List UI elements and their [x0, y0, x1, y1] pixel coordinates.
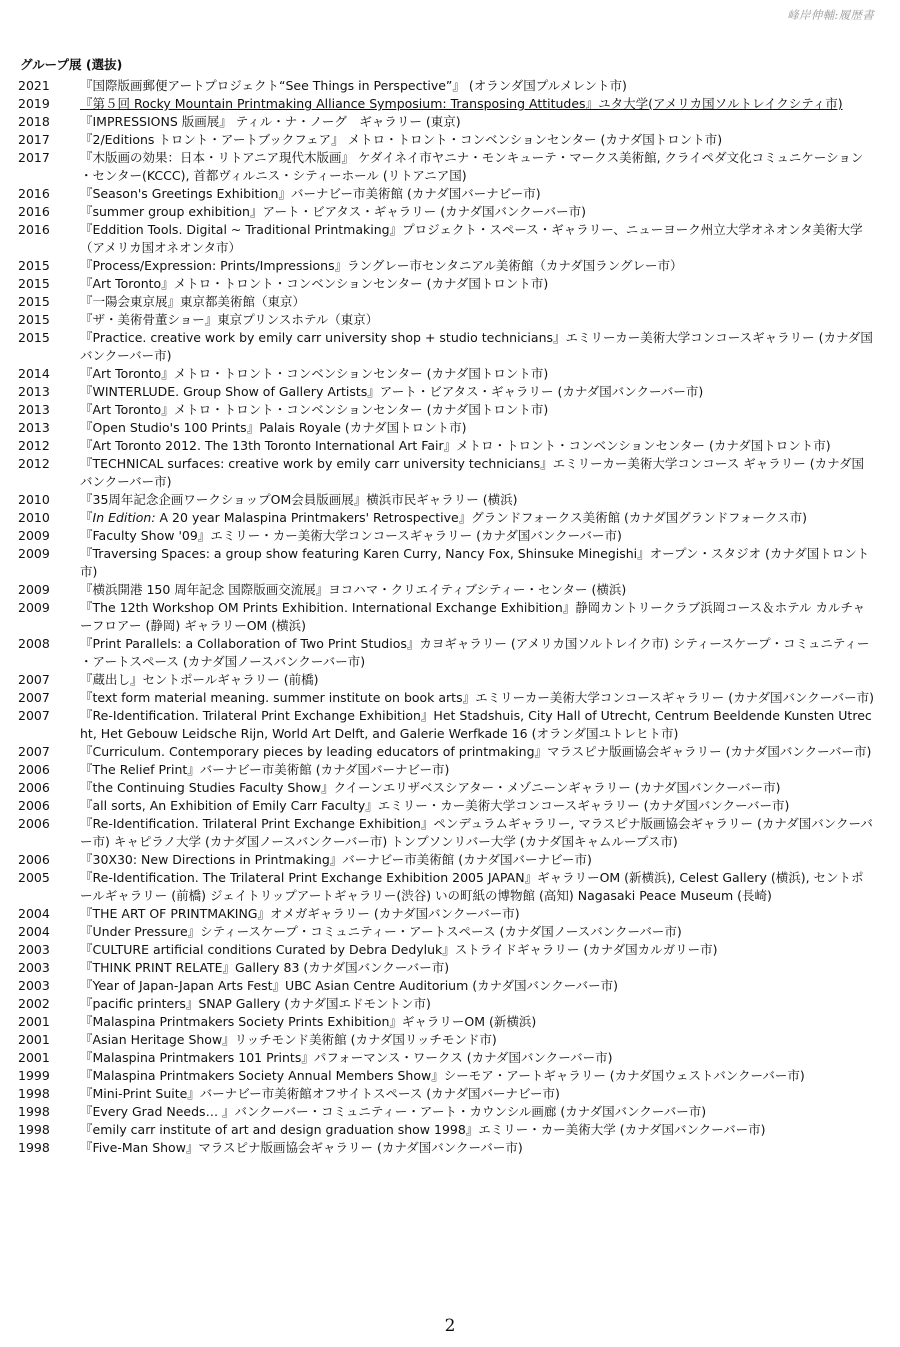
list-item [18, 1049, 874, 1067]
entry-year: 2008 [18, 636, 50, 651]
entry-year: 2015 [18, 276, 50, 291]
entry-year: 2002 [18, 996, 50, 1011]
entry-text: 『Eddition Tools. Digital ~ Traditional Printmaking』プロジェクト・スペース・ギャラリー、ニューヨーク州立大学オネオンタ美術大学（アメリカ国オネオンタ市） [80, 222, 863, 255]
list-item [18, 851, 874, 869]
entry-year: 1999 [18, 1068, 50, 1083]
entry-text: 『Art Toronto』メトロ・トロント・コンベンションセンター (カナダ国トロント市) [80, 366, 549, 381]
list-item [18, 869, 874, 905]
entry-year: 2016 [18, 204, 50, 219]
entry-text: 『Malaspina Printmakers 101 Prints』パフォーマンス・ワークス (カナダ国バンクーバー市) [80, 1050, 613, 1065]
list-item [18, 599, 874, 635]
list-item [18, 905, 874, 923]
entry-year: 2001 [18, 1014, 50, 1029]
entry-text: 『text form material meaning. summer institute on book arts』エミリーカー美術大学コンコースギャラリー (カナダ国バンクーバー市) [80, 690, 874, 705]
entry-year: 2021 [18, 78, 50, 93]
entry-year: 2006 [18, 852, 50, 867]
list-item [18, 707, 874, 743]
list-item [18, 311, 874, 329]
list-item [18, 113, 874, 131]
entry-year: 2009 [18, 528, 50, 543]
entry-year: 2016 [18, 186, 50, 201]
entry-text: 『Practice. creative work by emily carr university shop + studio technicians』エミリーカー美術大学コンコースギャラリー (カナダ国バンクーバー市) [80, 330, 873, 363]
page-number: 2 [444, 1316, 456, 1336]
list-item [18, 365, 874, 383]
list-item [18, 275, 874, 293]
entry-text: 『Art Toronto 2012. The 13th Toronto International Art Fair』メトロ・トロント・コンベンションセンター (カナダ国トロント市) [80, 438, 831, 453]
entry-year: 2015 [18, 258, 50, 273]
entry-year: 2012 [18, 456, 50, 471]
entry-year: 2001 [18, 1050, 50, 1065]
entry-year: 2003 [18, 942, 50, 957]
list-item [18, 329, 874, 365]
entry-year: 2010 [18, 510, 50, 525]
entry-year: 2006 [18, 762, 50, 777]
entry-year: 1998 [18, 1086, 50, 1101]
list-item [18, 257, 874, 275]
entry-text: 『Print Parallels: a Collaboration of Two Print Studios』カヨギャラリー (アメリカ国ソルトレイク市) シティースケープ・コミュニティー・アートスペース (カナダ国ノースバンクーバー市) [80, 636, 870, 669]
entry-text: 『木版画の効果：日本・リトアニア現代木版画』 ケダイネイ市ヤニナ・モンキューテ・マークス美術館, クライペダ文化コミュニケーション・センター(KCCC), 首都ヴィルニス・シティーホール (リトアニア国) [80, 150, 864, 183]
entry-year: 2019 [18, 96, 50, 111]
entry-text: 『The Relief Print』バーナビー市美術館 (カナダ国バーナビー市) [80, 762, 450, 777]
entry-year: 2006 [18, 780, 50, 795]
entry-text: 『35周年記念企画ワークショップOM会員版画展』横浜市民ギャラリー (横浜) [80, 492, 518, 507]
exhibition-list [18, 77, 874, 1157]
entry-text: 『TECHNICAL surfaces: creative work by emily carr university technicians』エミリーカー美術大学コンコース ギャラリー (カナダ国バンクーバー市) [80, 456, 864, 489]
list-item [18, 419, 874, 437]
entry-year: 2007 [18, 708, 50, 723]
list-item [18, 437, 874, 455]
entry-text: 『Traversing Spaces: a group show featuring Karen Curry, Nancy Fox, Shinsuke Minegishi』オープン・スタジオ (カナダ国トロント市) [80, 546, 870, 579]
entry-text: 『ザ・美術骨董ショー』東京プリンスホテル（東京） [80, 312, 379, 327]
entry-year: 2013 [18, 384, 50, 399]
list-item [18, 941, 874, 959]
entry-text: 『WINTERLUDE. Group Show of Gallery Artists』アート・ビアタス・ギャラリー (カナダ国バンクーバー市) [80, 384, 704, 399]
entry-year: 2017 [18, 150, 50, 165]
entry-text: 『Mini-Print Suite』バーナビー市美術館オフサイトスペース (カナダ国バーナビー市) [80, 1086, 560, 1101]
list-item [18, 635, 874, 671]
list-item [18, 1139, 874, 1157]
entry-year: 2007 [18, 744, 50, 759]
list-item [18, 455, 874, 491]
entry-text: 『THINK PRINT RELATE』Gallery 83 (カナダ国バンクーバー市) [80, 960, 450, 975]
entry-text: 『the Continuing Studies Faculty Show』クイーンエリザベスシアター・メゾニーンギャラリー (カナダ国バンクーバー市) [80, 780, 781, 795]
list-item [18, 995, 874, 1013]
list-item [18, 797, 874, 815]
entry-year: 2016 [18, 222, 50, 237]
entry-text: 『summer group exhibition』アート・ビアタス・ギャラリー (カナダ国バンクーバー市) [80, 204, 586, 219]
entry-text: 『Art Toronto』メトロ・トロント・コンベンションセンター (カナダ国トロント市) [80, 276, 549, 291]
entry-text: 『IMPRESSIONS 版画展』 ティル・ナ・ノーグ ギャラリー (東京) [80, 114, 461, 129]
entry-year: 2009 [18, 546, 50, 561]
entry-year: 2009 [18, 582, 50, 597]
list-item [18, 581, 874, 599]
entry-year: 2004 [18, 924, 50, 939]
entry-text: 『一陽会東京展』東京都美術館（東京） [80, 294, 306, 309]
entry-text: 『30X30: New Directions in Printmaking』バーナビー市美術館 (カナダ国バーナビー市) [80, 852, 592, 867]
list-item [18, 1103, 874, 1121]
section-title: グループ展 (選抜) [20, 57, 123, 72]
list-item [18, 203, 874, 221]
entry-year: 2014 [18, 366, 50, 381]
entry-year: 1998 [18, 1122, 50, 1137]
entry-text: 『Under Pressure』シティースケープ・コミュニティー・アートスペース (カナダ国ノースバンクーバー市) [80, 924, 682, 939]
page-header: 峰岸伸輔:履歴書 [787, 8, 874, 22]
list-item [18, 545, 874, 581]
entry-text: 『2/Editions トロント・アートブックフェア』 メトロ・トロント・コンベンションセンター (カナダ国トロント市) [80, 132, 723, 147]
list-item [18, 977, 874, 995]
entry-text: 『Malaspina Printmakers Society Annual Members Show』シーモア・アートギャラリー (カナダ国ウェストバンクーバー市) [80, 1068, 805, 1083]
entry-year: 2013 [18, 420, 50, 435]
entry-text: 『Re-Identification. The Trilateral Print Exchange Exhibition 2005 JAPAN』ギャラリーOM (新横浜), Celest Gallery (横浜), セントポールギャラリー (前橋) ジェイトリップアートギャラリー(渋谷) いの町紙の博物館 (高知) Nagasaki Peace Museum (長崎) [80, 870, 864, 903]
entry-text: 『emily carr institute of art and design graduation show 1998』エミリー・カー美術大学 (カナダ国バンクーバー市) [80, 1122, 766, 1137]
entry-text: 『Season's Greetings Exhibition』バーナビー市美術館 (カナダ国バーナビー市) [80, 186, 541, 201]
entry-text-rest: A 20 year Malaspina Printmakers' Retrospective』グランドフォークス美術館 (カナダ国グランドフォークス市) [155, 510, 808, 525]
list-item [18, 815, 874, 851]
entry-year: 2018 [18, 114, 50, 129]
entry-text: 『pacific printers』SNAP Gallery (カナダ国エドモントン市) [80, 996, 431, 1011]
entry-year: 2015 [18, 312, 50, 327]
list-item [18, 761, 874, 779]
list-item [18, 671, 874, 689]
entry-text: 『蔵出し』セントポールギャラリー (前橋) [80, 672, 319, 687]
entry-text: 『横浜開港 150 周年記念 国際版画交流展』ヨコハマ・クリエイティブシティー・センター (横浜) [80, 582, 627, 597]
entry-text: 『Curriculum. Contemporary pieces by leading educators of printmaking』マラスピナ版画協会ギャラリー (カナダ国バンクーバー市) [80, 744, 872, 759]
entry-text: 『In Edition: A 20 year Malaspina Printmakers' Retrospective』グランドフォークス美術館 (カナダ国グランドフォークス市) [80, 510, 808, 525]
entry-year: 2015 [18, 294, 50, 309]
entry-text: 『The 12th Workshop OM Prints Exhibition. International Exchange Exhibition』静岡カントリークラブ浜岡コース＆ホテル カルチャーフロアー (静岡) ギャラリーOM (横浜) [80, 600, 866, 633]
list-item [18, 1121, 874, 1139]
list-item [18, 743, 874, 761]
list-item [18, 923, 874, 941]
entry-text: 『Re-Identification. Trilateral Print Exchange Exhibition』ペンデュラムギャラリー, マラスピナ版画協会ギャラリー (カナダ国バンクーバー市) キャピラノ大学 (カナダ国ノースバンクーバー市) トンプソンリバー大学 (カナダ国キャムループス市) [80, 816, 873, 849]
entry-year: 2004 [18, 906, 50, 921]
entry-year: 2006 [18, 816, 50, 831]
entry-text: 『Year of Japan-Japan Arts Fest』UBC Asian Centre Auditorium (カナダ国バンクーバー市) [80, 978, 618, 993]
entry-year: 2012 [18, 438, 50, 453]
list-item [18, 401, 874, 419]
entry-text: 『Five-Man Show』マラスピナ版画協会ギャラリー (カナダ国バンクーバー市) [80, 1140, 523, 1155]
entry-text: 『Art Toronto』メトロ・トロント・コンベンションセンター (カナダ国トロント市) [80, 402, 549, 417]
entry-year: 2017 [18, 132, 50, 147]
list-item [18, 1085, 874, 1103]
entry-year: 2007 [18, 690, 50, 705]
entry-text: 『Process/Expression: Prints/Impressions』ラングレー市センタニアル美術館（カナダ国ラングレー市） [80, 258, 683, 273]
entry-year: 2003 [18, 960, 50, 975]
list-item [18, 293, 874, 311]
entry-text: 『Every Grad Needs… 』バンクーバー・コミュニティー・アート・カウンシル画廊 (カナダ国バンクーバー市) [80, 1104, 707, 1119]
list-item [18, 491, 874, 509]
list-item [18, 221, 874, 257]
entry-text: 『Asian Heritage Show』リッチモンド美術館 (カナダ国リッチモンド市) [80, 1032, 497, 1047]
entry-text: 『Open Studio's 100 Prints』Palais Royale (カナダ国トロント市) [80, 420, 467, 435]
list-item [18, 77, 874, 95]
list-item [18, 689, 874, 707]
entry-year: 2007 [18, 672, 50, 687]
entry-year: 2003 [18, 978, 50, 993]
entry-text-italic: In Edition: [92, 510, 156, 525]
list-item [18, 779, 874, 797]
entry-text: 『Malaspina Printmakers Society Prints Exhibition』ギャラリーOM (新横浜) [80, 1014, 537, 1029]
entry-text: 『Re-Identification. Trilateral Print Exchange Exhibition』Het Stadshuis, City Hall of Utrecht, Centrum Beeldende Kunsten Utrecht, Het Gebouw Leidsche Rijn, World Art Delft, and Galerie Werfkade 16 (オランダ国ユトレヒト市) [80, 708, 872, 741]
entry-year: 2013 [18, 402, 50, 417]
entry-year: 2015 [18, 330, 50, 345]
list-item [18, 1013, 874, 1031]
entry-year: 2006 [18, 798, 50, 813]
entry-text: 『国際版画郵便アートプロジェクト“See Things in Perspective”』 (オランダ国プルメレント市) [80, 78, 627, 93]
entry-year: 2010 [18, 492, 50, 507]
list-item [18, 383, 874, 401]
list-item [18, 509, 874, 527]
entry-text: 『THE ART OF PRINTMAKING』オメガギャラリー (カナダ国バンクーバー市) [80, 906, 520, 921]
list-item [18, 959, 874, 977]
list-item [18, 149, 874, 185]
list-item [18, 1067, 874, 1085]
list-item [18, 1031, 874, 1049]
entry-year: 2001 [18, 1032, 50, 1047]
entry-text: 『Faculty Show '09』エミリー・カー美術大学コンコースギャラリー (カナダ国バンクーバー市) [80, 528, 622, 543]
entry-year: 1998 [18, 1104, 50, 1119]
list-item [18, 185, 874, 203]
entry-text: 『第５回 Rocky Mountain Printmaking Alliance Symposium: Transposing Attitudes』ユタ大学(アメリカ国ソルトレイクシティ市) [80, 96, 843, 111]
entry-year: 2009 [18, 600, 50, 615]
entry-text: 『all sorts, An Exhibition of Emily Carr Faculty』エミリー・カー美術大学コンコースギャラリー (カナダ国バンクーバー市) [80, 798, 790, 813]
entry-text: 『CULTURE artificial conditions Curated by Debra Dedyluk』ストライドギャラリー (カナダ国カルガリー市) [80, 942, 718, 957]
list-item [18, 95, 874, 113]
list-item [18, 527, 874, 545]
list-item [18, 131, 874, 149]
entry-year: 1998 [18, 1140, 50, 1155]
entry-year: 2005 [18, 870, 50, 885]
